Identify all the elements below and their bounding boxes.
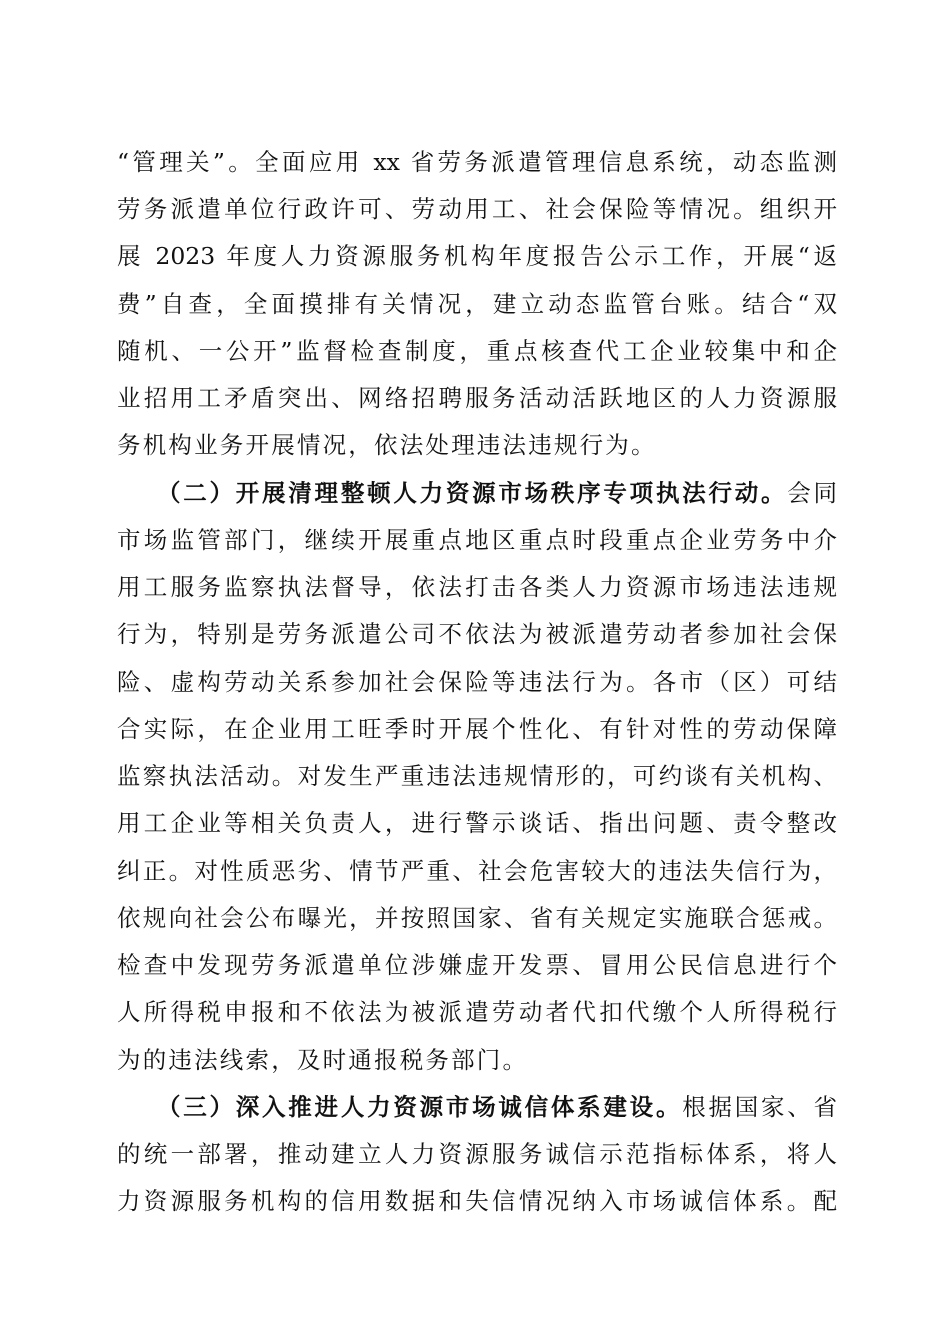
paragraph-2-line-12: 人所得税申报和不依法为被派遣劳动者代扣代缴个人所得税行 [117,998,837,1026]
paragraph-1-line-1: “管理关”。全面应用 xx 省劳务派遣管理信息系统，动态监测 [117,148,837,176]
paragraph-2-line-6: 合实际，在企业用工旺季时开展个性化、有针对性的劳动保障 [117,715,837,743]
paragraph-1-line-6: 业招用工矛盾突出、网络招聘服务活动活跃地区的人力资源服 [117,384,837,412]
paragraph-1-line-5: 随机、一公开”监督检查制度，重点核查代工企业较集中和企 [117,337,837,365]
paragraph-2-line-4: 行为，特别是劳务派遣公司不依法为被派遣劳动者参加社会保 [117,620,837,648]
paragraph-3-heading: （三）深入推进人力资源市场诚信体系建设。 [157,1093,683,1121]
paragraph-2-line-9: 纠正。对性质恶劣、情节严重、社会危害较大的违法失信行为， [117,857,837,885]
paragraph-1-line-3: 展 2023 年度人力资源服务机构年度报告公示工作，开展“返 [117,242,837,270]
paragraph-2-line-2: 市场监管部门，继续开展重点地区重点时段重点企业劳务中介 [117,526,837,554]
paragraph-2-line-3: 用工服务监察执法督导，依法打击各类人力资源市场违法违规 [117,573,837,601]
paragraph-1-line-7: 务机构业务开展情况，依法处理违法违规行为。 [117,431,657,459]
paragraph-2-first-line [157,471,837,515]
paragraph-1-line-2: 劳务派遣单位行政许可、劳动用工、社会保险等情况。组织开 [117,195,837,223]
paragraph-2-line-13: 为的违法线索，及时通报税务部门。 [117,1046,529,1074]
paragraph-1-line-4: 费”自查，全面摸排有关情况，建立动态监管台账。结合“双 [117,290,837,318]
paragraph-2-line-7: 监察执法活动。对发生严重违法违规情形的，可约谈有关机构、 [117,762,837,790]
paragraph-2-line-10: 依规向社会公布曝光，并按照国家、省有关规定实施联合惩戒。 [117,904,837,932]
paragraph-3-first-line [157,1085,837,1129]
paragraph-3-line-3: 力资源服务机构的信用数据和失信情况纳入市场诚信体系。配 [117,1187,837,1215]
paragraph-3-line-2: 的统一部署，推动建立人力资源服务诚信示范指标体系，将人 [117,1140,837,1168]
paragraph-2-line-11: 检查中发现劳务派遣单位涉嫌虚开发票、冒用公民信息进行个 [117,951,837,979]
paragraph-2-first-line-rest: 会同 [787,479,838,507]
paragraph-2-heading: （二）开展清理整顿人力资源市场秩序专项执法行动。 [157,479,788,507]
paragraph-2-line-8: 用工企业等相关负责人，进行警示谈话、指出问题、责令整改 [117,809,837,837]
paragraph-2-line-5: 险、虚构劳动关系参加社会保险等违法行为。各市（区）可结 [117,668,837,696]
paragraph-3-first-line-rest: 根据国家、省 [682,1093,838,1121]
